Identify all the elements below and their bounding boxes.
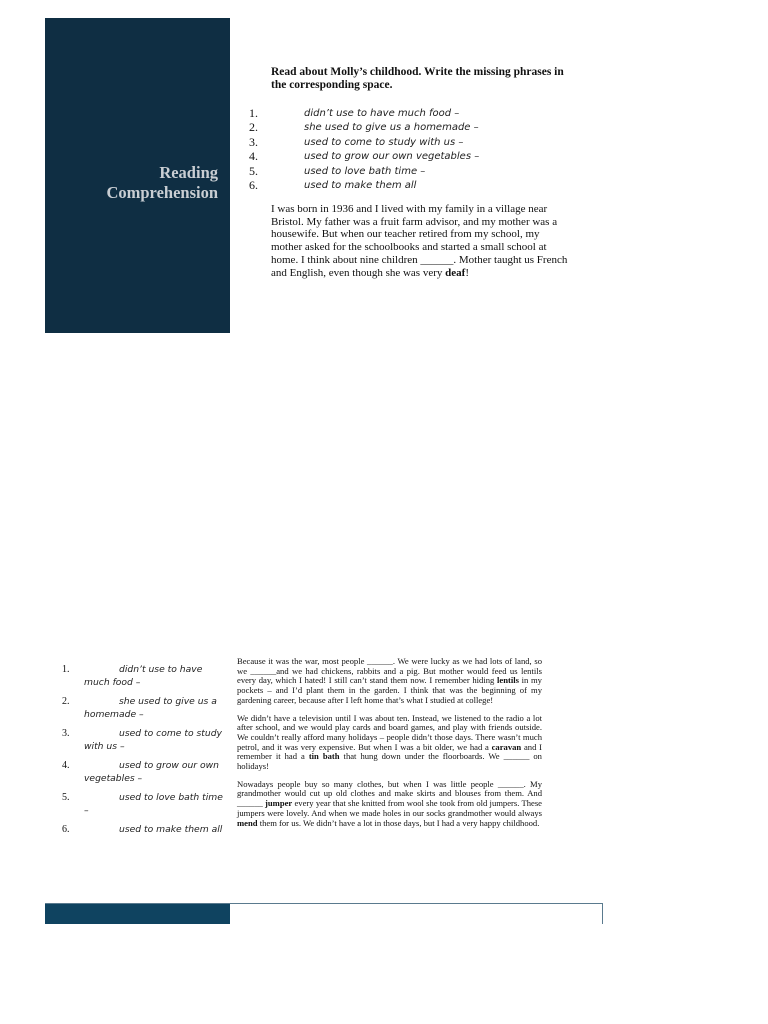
phrase-item: [249, 106, 571, 121]
phrase-number: 6.: [62, 824, 70, 835]
phrase-text: used to love bath time –: [84, 792, 223, 816]
phrase-item: [249, 150, 571, 165]
phrase-number: 3.: [62, 728, 70, 739]
phrase-number: 1.: [249, 105, 258, 120]
footer-edge: [602, 903, 603, 924]
instructions: Read about Molly’s childhood. Write the missing phrases in the corresponding space.: [271, 66, 564, 91]
sidebar-panel: [45, 18, 230, 333]
sidebar-title-line1: Reading: [159, 163, 218, 182]
phrase-number: 6.: [249, 178, 258, 193]
phrase-number: 1.: [62, 664, 70, 675]
phrase-item: [62, 791, 227, 817]
text-run: them for us. We didn’t have a lot in those days, but I had a very happy childhood.: [257, 817, 540, 828]
phrase-item: [249, 135, 571, 150]
text-run: and I remember it had a: [237, 741, 542, 762]
story-paragraph-2: [237, 657, 542, 706]
sidebar-title: [106, 163, 218, 203]
phrase-number: 2.: [249, 120, 258, 135]
phrase-text: didn’t use to have much food –: [304, 107, 460, 119]
phrase-item: [62, 695, 227, 721]
phrase-text: used to grow our own vegetables –: [84, 760, 219, 784]
phrase-text: used to come to study with us –: [84, 728, 222, 752]
bold-word: deaf: [445, 266, 466, 279]
phrase-item: [62, 759, 227, 785]
text-run: Because it was the war, most people ______. We were lucky as we had lots of land, so we ______and we had chickens, rabbits and a pig. But mother would feed us lentils every day, which I hated! I still can’t stand them now. I remember hiding: [237, 656, 542, 686]
bold-word: lentils: [497, 675, 519, 686]
phrase-item: [62, 663, 227, 689]
phrase-text: she used to give us a homemade –: [304, 122, 479, 134]
text-run: every year that she knitted from wool she took from old jumpers. These jumpers were lovely. And when we made holes in our socks grandmother would always: [237, 798, 542, 818]
phrase-number: 5.: [62, 792, 70, 803]
phrase-item: [249, 164, 571, 179]
phrase-text: she used to give us a homemade –: [84, 696, 217, 720]
phrase-item: [249, 179, 571, 194]
phrase-number: 5.: [249, 163, 258, 178]
phrase-list-top: [249, 106, 571, 193]
text-run: in my pockets – and I’d plant them in the garden. I think that was the beginning of my gardening career, because after I left home that’s what I studied at college!: [237, 675, 542, 705]
story-paragraph-1: [271, 203, 571, 279]
text-run: Nowadays people buy so many clothes, but when I was little people ______. My grandmother would cut up old clothes and make skirts and blouses from them. And ______: [237, 778, 542, 809]
story-continuation: [237, 657, 542, 836]
phrase-number: 4.: [62, 760, 70, 771]
phrase-text: used to grow our own vegetables –: [304, 151, 480, 163]
phrase-text: used to make them all: [119, 824, 223, 835]
story-paragraph-3: [237, 714, 542, 772]
text-run: We didn’t have a television until I was about ten. Instead, we listened to the radio a lot after school, and we would play cards and board games, and play with friends outside. We couldn’t really afford many holidays – people didn’t those days. There wasn’t much petrol, and it was very expensive. But when I was a bit older, we had a: [237, 712, 542, 752]
phrase-text: used to come to study with us –: [304, 136, 464, 148]
phrase-number: 2.: [62, 696, 70, 707]
bold-word: tin bath: [308, 751, 340, 762]
phrase-item: [249, 121, 571, 136]
phrase-item: [62, 727, 227, 753]
paragraph-text: I was born in 1936 and I lived with my family in a village near Bristol. My father was a fruit farm advisor, and my mother was a housewife. But when our teacher retired from my school, my mother asked for the schoolbooks and started a small school at home. I think about nine children ______. Mother taught us French and English, even though she was very: [271, 203, 568, 279]
phrase-number: 4.: [249, 149, 258, 164]
phrase-list-bottom: [62, 663, 227, 842]
phrase-number: 3.: [249, 134, 258, 149]
bold-word: caravan: [491, 741, 522, 752]
sidebar-title-line2: Comprehension: [106, 183, 218, 202]
phrase-text: used to love bath time –: [304, 165, 426, 177]
top-content: [249, 66, 571, 279]
phrase-item: [62, 823, 227, 836]
bold-word: jumper: [265, 798, 293, 809]
phrase-text: didn’t use to have much food –: [84, 664, 203, 688]
footer-bar: [45, 904, 230, 924]
paragraph-end: !: [465, 266, 469, 279]
bold-word: mend: [237, 817, 258, 828]
story-paragraph-4: [237, 780, 542, 829]
text-run: that hung down under the floorboards. We ______ on holidays!: [237, 751, 542, 772]
phrase-text: used to make them all: [304, 180, 417, 192]
